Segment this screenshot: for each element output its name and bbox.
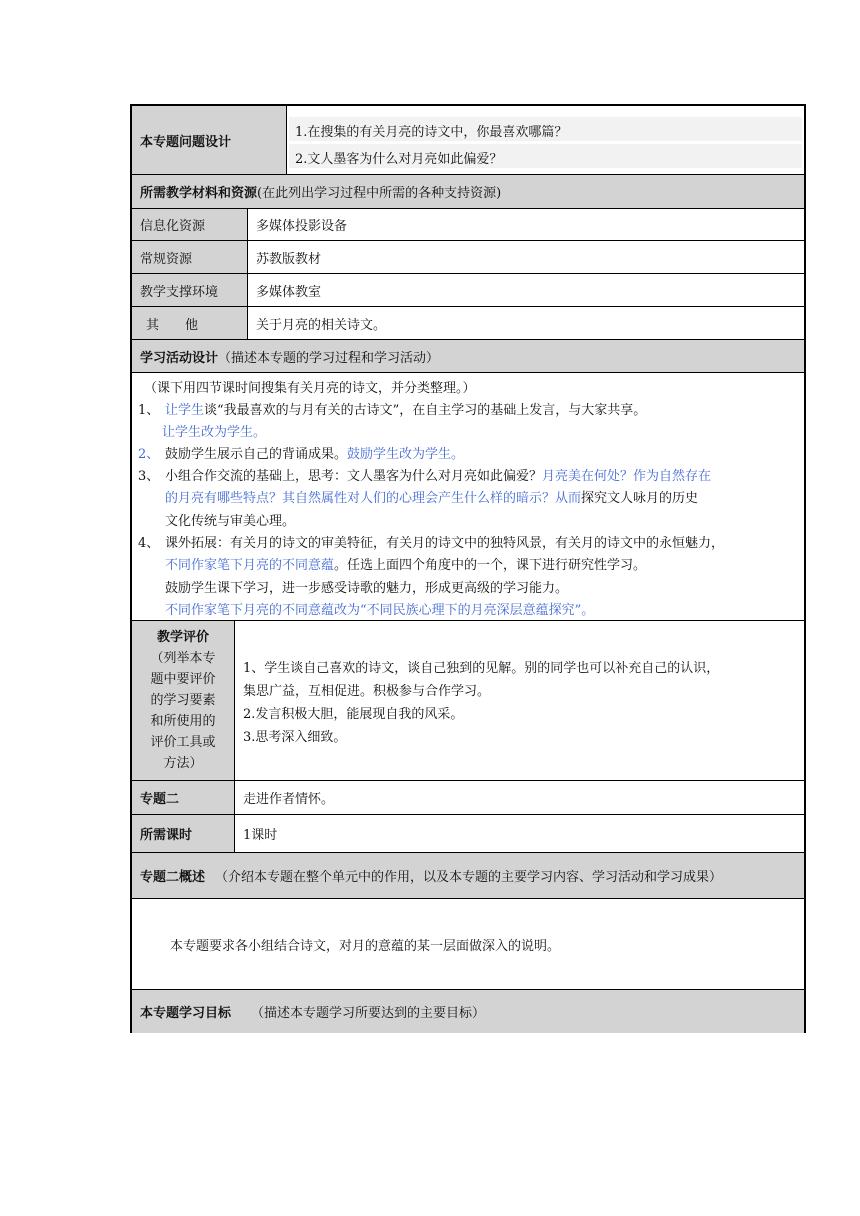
topic-question-row [132,106,804,175]
goals-header-title: 本专题学习目标 [140,1006,232,1021]
topic2-label: 专题二 [132,781,235,814]
topic-question-label: 本专题问题设计 [132,106,287,174]
materials-header [132,175,804,209]
materials-row [132,241,804,274]
evaluation-content [235,621,804,780]
question-item: 2.文人墨客为什么对月亮如此偏爱？ [289,144,802,168]
activity-comment: 让学生改为学生。 [162,425,267,440]
evaluation-line: 1、学生谈自己喜欢的诗文，谈自己独到的见解。别的同学也可以补充自己的认识， [243,661,720,676]
evaluation-line: 集思广益，互相促进。积极参与合作学习。 [243,684,491,699]
topic2-value: 走进作者情怀。 [243,792,335,807]
hours-label: 所需课时 [132,815,235,852]
hours-row [132,815,804,853]
evaluation-label-note: 方法） [163,756,203,771]
activity-item-3-cont: 文化传统与审美心理。 [165,514,296,529]
materials-row-label: 常规资源 [132,241,248,273]
evaluation-line: 3.思考深入细致。 [243,730,347,745]
activity-item-4-cont: 不同作家笔下月亮的不同意蕴。任选上面四个角度中的一个，课下进行研究性学习。 [165,558,647,573]
activity-number: 3、 [138,469,160,484]
topic-question-list [287,106,804,174]
activity-item-4-cont: 鼓励学生课下学习，进一步感受诗歌的魅力，形成更高级的学习能力。 [165,581,569,596]
goals-header-note: （描述本专题学习所要达到的主要目标） [251,1006,486,1021]
activities-header-title: 学习活动设计 [140,350,219,366]
activity-item-4: 课外拓展：有关月的诗文的审美特征，有关月的诗文中的独特风景，有关月的诗文中的永恒魅力， [165,536,725,551]
evaluation-row [132,621,804,781]
evaluation-label-title: 教学评价 [156,630,209,645]
evaluation-label-note: 的学习要素 [150,693,216,708]
overview-header [132,853,804,899]
materials-row-label: 教学支撑环境 [132,274,248,306]
materials-header-note: (在此列出学习过程中所需的各种支持资源) [257,186,502,201]
evaluation-label-note: （列举本专 [150,651,216,666]
evaluation-label-note: 和所使用的 [150,714,216,729]
overview-text: 本专题要求各小组结合诗文，对月的意蕴的某一层面做深入的说明。 [170,939,561,954]
question-item: 1.在搜集的有关月亮的诗文中，你最喜欢哪篇？ [289,117,802,141]
materials-row [132,307,804,340]
activity-item-2: 鼓励学生展示自己的背诵成果。鼓励学生改为学生。 [165,447,465,462]
activities-header [132,340,804,373]
overview-header-note: （介绍本专题在整个单元中的作用，以及本专题的主要学习内容、学习活动和学习成果） [215,870,723,885]
goals-header [132,990,804,1033]
evaluation-label [132,621,235,780]
hours-value: 1课时 [243,828,278,843]
topic2-row [132,781,804,815]
materials-row [132,209,804,241]
materials-row-value: 多媒体投影设备 [256,219,348,234]
activity-item-3: 小组合作交流的基础上，思考：文人墨客为什么对月亮如此偏爱？月亮美在何处？作为自然存在 [165,469,712,484]
materials-row-label: 其 他 [132,307,248,339]
materials-row-value: 苏教版教材 [256,251,322,267]
activity-item-3-cont: 的月亮有哪些特点？其自然属性对人们的心理会产生什么样的暗示？从而探究文人咏月的历史 [165,491,699,506]
activity-item-1: 让学生谈“我最喜欢的与月有关的古诗文”，在自主学习的基础上发言，与大家共享。 [165,403,647,418]
activities-header-note: （描述本专题的学习过程和学习活动） [218,350,440,366]
activity-number: 4、 [138,536,160,551]
evaluation-line: 2.发言积极大胆，能展现自我的风采。 [243,707,464,722]
activity-number: 1、 [138,403,160,418]
overview-header-title: 专题二概述 [140,870,206,885]
activity-number: 2、 [138,447,160,462]
materials-row-label: 信息化资源 [132,209,248,240]
evaluation-label-note: 题中要评价 [150,672,216,687]
activity-comment: 鼓励学生改为学生。 [347,447,465,462]
materials-header-title: 所需教学材料和资源 [140,186,258,201]
materials-row [132,274,804,307]
lesson-plan-table [130,104,806,1033]
activity-comment: 不同作家笔下月亮的不同意蕴改为“不同民族心理下的月亮深层意蕴探究”。 [165,603,595,618]
overview-content [132,899,804,990]
evaluation-label-note: 评价工具或 [150,735,216,750]
activities-content [132,373,804,621]
activities-intro: （课下用四节课时间搜集有关月亮的诗文，并分类整理。） [144,381,476,396]
materials-row-value: 多媒体教室 [256,284,322,300]
materials-row-value: 关于月亮的相关诗文。 [256,317,387,333]
